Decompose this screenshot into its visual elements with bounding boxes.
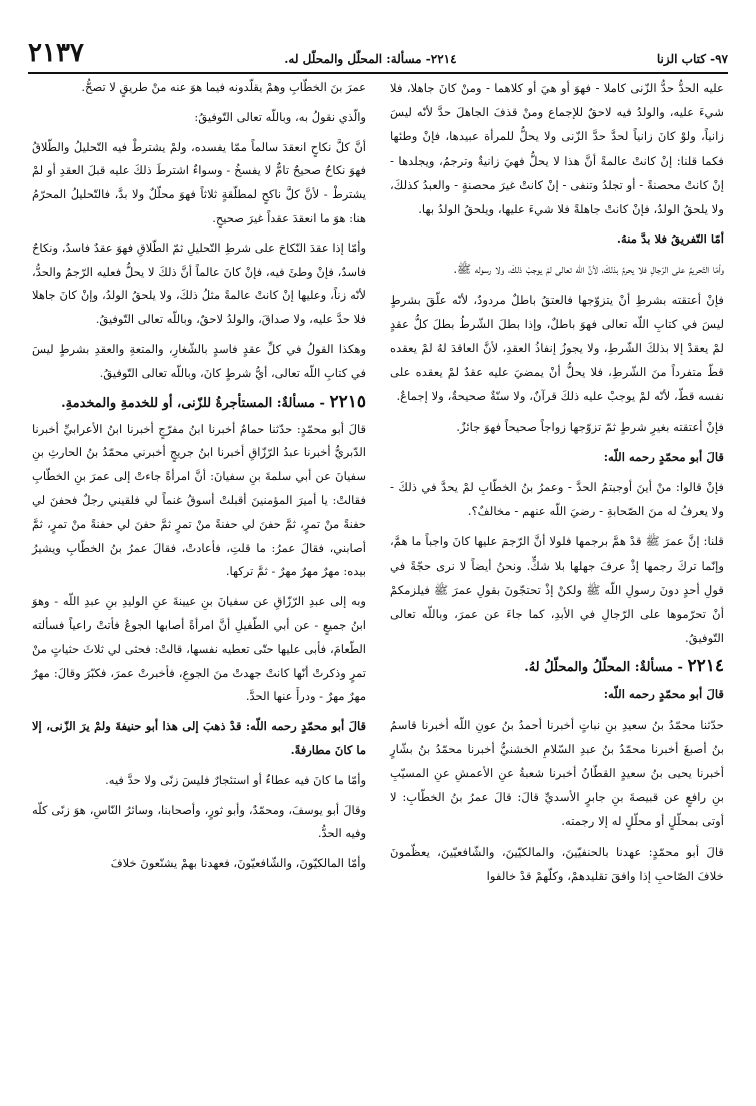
paragraph: قالَ أبو محمّدٍ رحمه اللّه: قدْ ذهبَ إلى هذا أبو حنيفةَ ولمْ يرَ الزّنى، إلا ما كانَ مطارفةً. [32, 719, 366, 757]
paragraph: وبه إلى عبدِ الرّزّاقِ عن سفيانَ بنِ عيينةَ عنِ الوليدِ بنِ عبدِ اللّه - وهوَ ابنُ جميعٍ - عن أبي الطّفيلِ أنَّ امرأةً أصابها الجوعُ فأتتْ راعياً فسألته الطّعامَ، فأبى عليها حتّى تعطيه نفسها، قالتْ: فحثى لي ثلاثَ حثياتٍ منْ تمرٍ وذكرتْ أنّها كانتْ جهدتْ منَ الجوعِ، فأخبرتْ عمرَ، فكبّرَ وقالَ: مهرٌ مهرٌ مهرٌ - ودرأَ عنها الحدَّ. [32, 594, 366, 704]
section-number: ٢٢١٤ [687, 656, 724, 677]
paragraph: قالَ أبو محمّدٍ: عهدنا بالحنفيّينَ، والمالكيّينَ، والشّافعيّينَ، يعظّمونَ خلافَ الصّاحبِ إذا وافقَ تقليدهمْ، وكلّهمْ قدْ خالفوا [390, 844, 724, 883]
section-number: ٢٢١٥ [329, 391, 366, 412]
paragraph: فإنْ أعتقته بشرطِ أنْ يتزوّجها فالعتقُ باطلٌ مردودٌ، لأنّه علّقَ بشرطٍ ليسَ في كتابِ اللّه تعالى فهوَ باطلٌ، وإذا بطلَ الشّرطُ بطلَ كلُّ عقدٍ لمْ يعقدْ إلا بذلكَ الشّرطِ، ولا يجوزُ إنفاذُ العقدِ، لأنَّ العاقدَ لهُ لمْ يعقده قطّ متفرداً منَ الشّرطِ، فلا يحلُّ أنْ يمضيَ عليه عقدٌ لمْ يعقده على نفسه قطّ، لأنّه لمْ يوجبْ عليه ذلكَ قرآنٌ، ولا سنّةٌ صحيحةٌ، ولا إجماعٌ. [390, 292, 724, 404]
paragraph: حدّثنا محمّدُ بنُ سعيدِ بنِ نباتٍ أخبرنا أحمدُ بنُ عونِ اللّه أخبرنا قاسمُ بنُ أصبغَ أخبرنا محمّدُ بنُ عبدِ السّلامِ الخشنيُّ أخبرنا محمّدُ بنُ بشّارٍ أخبرنا يحيى بنُ سعيدٍ القطّانُ أخبرنا شعبةُ عنِ الأعمشِ عنِ المسيّبِ بنِ رافعٍ عن قبيصةَ بنِ جابرٍ الأسديِّ قالَ: قالَ عمرُ بنُ الخطّابِ: لا أوتى بمحلّلٍ أو محلّلٍ له إلا رجمته. [390, 717, 724, 829]
right-column [378, 76, 728, 1090]
paragraph: عليه الحدُّ حدُّ الزّنى كاملا - فهوَ أو هيَ أو كلاهما - ومنْ كانَ جاهلا، فلا شيءَ عليه، والولدُ فيه لاحقٌ للإجماع ومنْ قذفَ الجاهلَ حدَّ لأنّه ليسَ زانياً، ولوْ كانَ زانياً لحدَّ حدَّ الزّنى ولا يحلُّ للمرأة عبيدها، فإنْ وطئها فكما قلنا: إنْ كانتْ عالمةً أنَّ هذا لا يحلُّ فهيَ زانيةٌ وترجمُ، ويجلدها - إنْ كانتْ محصنةً - أو تجلدُ وتنفى - إنْ كانتْ غيرَ محصنةٍ - والعبدُ كذلكَ، ولا يلحقُ الولدُ، فإنْ كانتْ جاهلةً فلا شيءَ عليها، ويلحقُ الولدُ بها. [390, 81, 724, 217]
book-title: ٩٧- كتاب الزنا [656, 52, 728, 66]
section-heading-2215 [32, 392, 366, 412]
paragraph: وأمّا المالكيّونَ، والشّافعيّونَ، فعهدنا بهمْ يشنّعونَ خلافَ [110, 856, 366, 871]
section-title: - مسألةٌ: المستأجرةُ للزّنى، أو للخدمةِ والمخدمةِ. [61, 395, 325, 411]
paragraph: قالَ أبو محمّدٍ رحمه اللّه: [603, 449, 724, 464]
paragraph: قالَ أبو محمّدٍ رحمه اللّه: [603, 687, 724, 702]
running-title: ٢٢١٤- مسألة: المحلّل والمحلّل له. [284, 52, 457, 66]
paragraph: قالَ أبو محمّدٍ: حدّثنا حمامٌ أخبرنا ابنُ مفرّجٍ أخبرنا ابنُ الأعرابيِّ أخبرنا الدّبريُّ أخبرنا عبدُ الرّزّاقِ أخبرنا ابنُ جريجٍ أخبرني محمّدُ بنُ الحارثِ بنِ سفيانَ عن أبي سلمةَ بنِ سفيانَ: أنَّ امرأةً جاءتْ إلى عمرَ بنِ الخطّابِ فقالتْ: يا أميرَ المؤمنينَ أقبلتْ أسوقُ غنماً لي فلقيني رجلٌ فحفنَ لي حفنةً منْ تمرٍ، ثمَّ حفنَ لي حفنةً منْ تمرٍ ثمَّ حفنَ لي حفنةً منْ تمرٍ، ثمَّ أصابني، فقالَ عمرُ: ما قلتِ، فأعادتْ، فقالَ عمرُ بنُ الخطّابِ ويشيرُ بيده: مهرٌ مهرٌ مهرٌ - ثمَّ تركها. [32, 421, 366, 579]
paragraph: فإنْ قالوا: منْ أينَ أوجبتمُ الحدَّ - وعمرُ بنُ الخطّابِ لمْ يحدَّ في ذلكَ - ولا يعرفُ له منَ الصّحابةِ - رضيَ اللّه عنهم - مخالفٌ؟. [390, 480, 724, 519]
left-column [28, 76, 378, 1090]
paragraph: وأمّا ما كانَ فيه عطاءٌ أو استئجارٌ فليسَ زنًى ولا حدَّ فيه. [105, 772, 366, 787]
section-heading-2214 [390, 656, 724, 676]
page-header [28, 36, 728, 74]
paragraph: أمّا التّفريقُ فلا بدَّ منهُ. [616, 232, 724, 247]
paragraph: وقالَ أبو يوسفَ، ومحمّدٌ، وأبو ثورٍ، وأصحابنا، وسائرُ النّاسِ، هوَ زنًى كلّه وفيه الحدُّ. [32, 802, 366, 841]
paragraph: والّذي نقولُ به، وباللّه تعالى التّوفيقُ: [194, 109, 366, 124]
paragraph: أنَّ كلَّ نكاحٍ انعقدَ سالماً ممّا يفسده، ولمْ يشترطْ فيه التّحليلُ والطّلاقُ فهوَ نكاحٌ صحيحٌ تامٌّ لا يفسخُ - وسواءٌ اشترطَ ذلكَ عليه قبلَ العقدِ أو لمْ يشترطْ - لأنَّ كلَّ ناكحٍ لمطلّقةٍ ثلاثاً فهوَ محلّلٌ ولا بدَّ، فالتّحليلُ المحرّمُ هنا: هوَ ما انعقدَ عقداً غيرَ صحيحٍ. [32, 139, 366, 225]
page-number: ٢١٣٧ [28, 38, 84, 68]
paragraph: عمرَ بنَ الخطّابِ وهمْ يقلّدونه فيما هوَ عنه منْ طريقٍ لا تصحُّ. [81, 80, 366, 94]
paragraph: وأمّا إذا عقدَ النّكاحَ على شرطِ التّحليلِ ثمّ الطّلاقِ فهوَ عقدٌ فاسدٌ، ونكاحٌ فاسدٌ، فإنْ وطئَ فيه، فإنْ كانَ عالماً أنَّ ذلكَ لا يحلُّ فعليه الرّجمُ والحدُّ، لأنّه زناً، وعليها إنْ كانتْ عالمةً مثلُ ذلكَ، ولا يلحقُ الولدُ، وإنْ كانَ جاهلا فلا حدَّ عليه، ولا صداقَ، والولدُ لاحقٌ، وباللّه تعالى التّوفيقُ. [32, 240, 366, 327]
paragraph: وهكذا القولُ في كلِّ عقدٍ فاسدٍ بالشّغارِ، والمتعةِ والعقدِ بشرطٍ ليسَ في كتابِ اللّه تعالى، أيُّ شرطٍ كانَ، وباللّه تعالى التّوفيقُ. [32, 341, 366, 380]
text-columns [28, 76, 728, 1090]
section-title: - مسألةٌ: المحلّلُ والمحلّلُ لهُ. [524, 660, 683, 676]
paragraph: وأمّا التّحريمُ على الرّجالِ فلا يحرمُ بذلكَ، لأنَّ اللّه تعالى لمْ يوجبْ ذلكَ، ولا رسوله ﷺ. [453, 262, 724, 277]
paragraph: قلنا: إنَّ عمرَ ﷺ قدْ همَّ برجمها فلولا أنَّ الرّجمَ عليها كانَ واجباً ما همَّ، وإنّما تركَ رجمها إذْ عرفَ جهلها بلا شكٍّ. ونحنُ أيضاً لا نرى حجّةً في قولِ أحدٍ دونَ رسولِ اللّه ﷺ ولكنْ إذْ تحتجّونَ بقولِ عمرَ ﷺ فيلزمكمْ أنْ تحرّموها على الرّجالِ في الأبدِ، كما جاءَ عن عمرَ، وباللّه تعالى التّوفيقُ. [390, 534, 724, 646]
paragraph: فإنْ أعتقته بغيرِ شرطٍ ثمّ تزوّجها زواجاً صحيحاً فهوَ جائزٌ. [456, 419, 724, 434]
